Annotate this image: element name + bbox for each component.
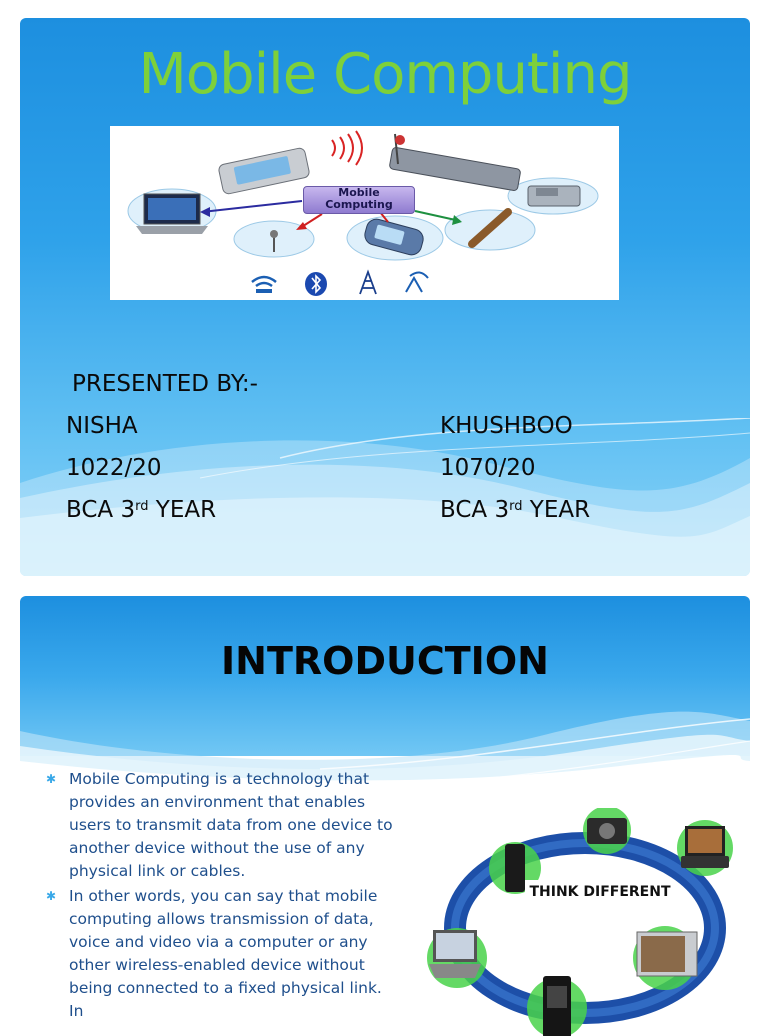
introduction-slide [20,596,750,1036]
presenter-course: BCA 3rd YEAR [66,497,217,523]
laptop-icon [136,194,208,234]
wifi-icon [252,277,276,293]
router-icon [389,134,521,191]
presented-by-label: PRESENTED BY:- [72,371,258,397]
signal-icon [332,131,362,165]
hub-label-line2: Computing [325,198,393,211]
diagram-hub-label [303,186,415,214]
list-item: ✱ Mobile Computing is a technology that provides an environment that enables users to transmit data from one device to another device without the use of any physical link or cables. [46,770,393,880]
title-slide [20,18,750,576]
satellite-dish-icon [406,272,428,292]
list-item: ✱ In other words, you can say that mobile computing allows transmission of data, voice and video via a computer or any other wireless-enabled device without being connected to a fixed physical link. In [46,887,382,1020]
slide-title: Mobile Computing [138,42,632,107]
presenter-course: BCA 3rd YEAR [440,497,591,523]
presenter-roll: 1022/20 [66,455,162,481]
bluetooth-icon [305,272,327,296]
hub-label-line1: Mobile [338,186,380,199]
presenter-name: NISHA [66,413,138,439]
presenter-column-1 [66,412,216,538]
laptop-icon [427,928,487,988]
radio-tower-icon [360,272,376,294]
bullet-star-icon: ✱ [46,889,57,903]
fax-machine-icon [528,186,580,206]
bullet-star-icon: ✱ [46,772,57,786]
mobile-phone-icon [527,976,587,1036]
presenter-name: KHUSHBOO [440,413,573,439]
camera-icon [583,808,631,854]
think-different-label: THINK DIFFERENT [529,884,671,900]
presenter-column-2 [440,412,590,538]
tv-icon [633,926,697,990]
pda-icon [218,147,310,195]
portable-dvd-icon [677,820,733,876]
mobile-computing-diagram [110,126,619,300]
bullet-list [44,768,394,1025]
think-different-graphic [415,808,745,1036]
presenter-roll: 1070/20 [440,455,536,481]
slide-title: INTRODUCTION [221,639,549,683]
